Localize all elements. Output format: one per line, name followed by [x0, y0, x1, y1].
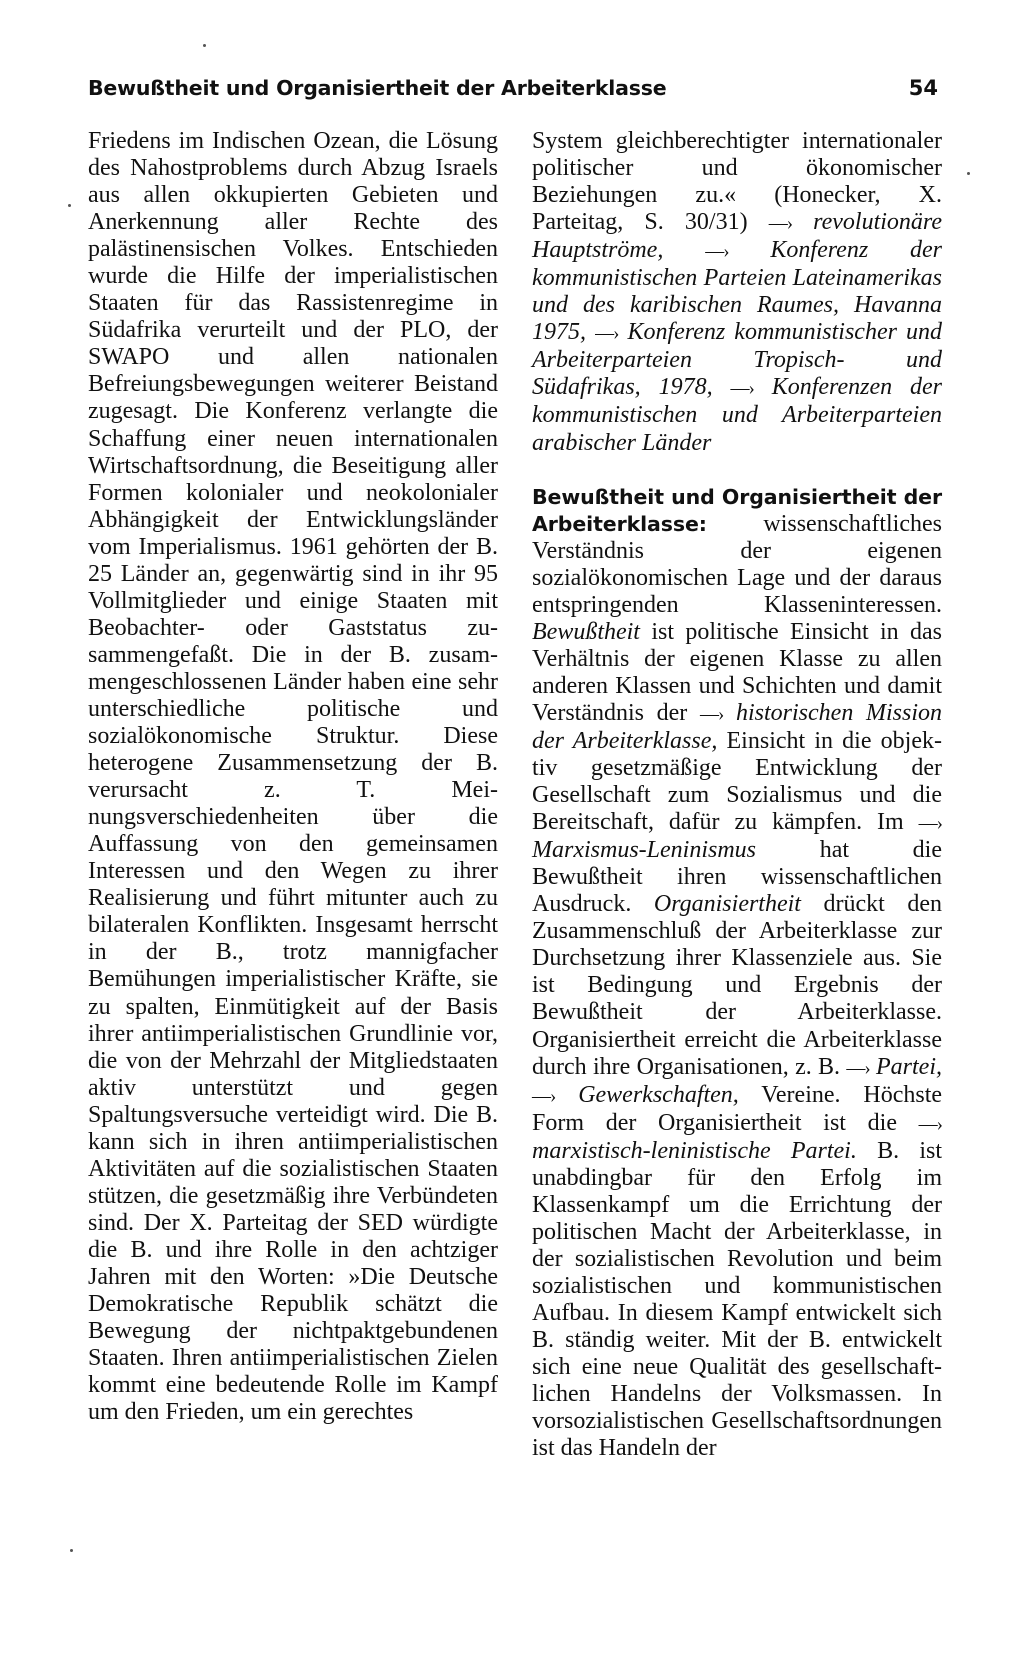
entry-text: B. ist unabdingbar für den Erfolg im Klassenkampf um die Errichtung der politischen Macht der Arbeiterklasse, in der sozialistischen Revolution und beim sozialistischen und kommunistischen Aufbau. In diesem Kampf entwickelt sich B. ständig weiter. Mit der B. entwickelt sich eine neue Qualität des gesellschaftlichen Handelns der Volksmassen. In vorsozialistischen Gesellschaftsordnungen ist das Handeln der — [532, 1137, 943, 1462]
cross-reference-arrow-icon: —› — [846, 1057, 870, 1079]
entry-continuation — [532, 128, 942, 457]
cross-reference: historischen Mission der Arbeiterklasse, — [532, 699, 942, 754]
cross-reference-arrow-icon: —› — [699, 703, 724, 725]
cross-reference: Gewerkschaften, — [578, 1081, 739, 1108]
entry-text: Einsicht in die objektiv gesetzmäßige Entwicklung der Gesellschaft zum Sozialismus und die Bereitschaft, dafür zu kämpfen. Im — [532, 727, 942, 836]
cross-reference-arrow-icon: —› — [532, 1085, 556, 1107]
cross-reference-arrow-icon: —› — [768, 213, 793, 235]
cross-reference-arrow-icon: —› — [595, 323, 619, 345]
cross-reference: marxistisch-leninistische Partei. — [532, 1137, 857, 1164]
cross-reference: Konferenz der kommunistischen Parteien Lateinamerikas und des karibischen Raumes, Havanna 1975, — [532, 237, 943, 346]
page-number: 54 — [908, 76, 938, 100]
cross-reference-arrow-icon: —› — [730, 378, 754, 400]
right-column — [532, 128, 942, 1462]
entry-text: hat die Bewußtheit ihren wissenschaftlichen Ausdruck. — [532, 837, 942, 918]
cross-reference: Konferenzen der kommunistischen und Arbeiterparteien arabischer Länder — [532, 374, 943, 456]
scan-speck — [203, 44, 206, 47]
entry-headword: Bewußtheit und Organisiertheit der Arbeiterklasse: — [532, 484, 942, 536]
emphasis-term: Bewußtheit — [532, 618, 640, 645]
cross-reference: Partei, — [876, 1053, 942, 1080]
cross-reference-arrow-icon: —› — [918, 1113, 942, 1135]
paragraph-continuation: Friedens im Indischen Ozean, die Lösung des Nahostproblems durch Abzug Israels aus allen okkupierten Gebieten und Anerkennung aller Rechte des palästinensischen Volkes. Entschieden wurde die Hilfe der imperialistischen Staaten für das Rassistenregime in Südafrika verurteilt und der PLO, der SWAPO und allen nationalen Befreiungsbewegungen weiterer Beistand zugesagt. Die Konferenz verlangte die Schaffung einer neuen internationalen Wirtschaftsordnung, die Beseitigung aller Formen kolonialer und neokolonialer Abhängigkeit der Entwicklungsländer vom Imperialismus. 1961 gehörten der B. 25 Länder an, gegenwärtig sind in ihr 95 Vollmitglieder und einige Staaten mit Beobachter- oder Gaststatus zusammengefaßt. Die in der B. zusammengeschlossenen Länder haben eine sehr unterschiedliche politische und sozialökonomische Struktur. Diese heterogene Zusammensetzung der B. verursacht z. T. Meinungsverschiedenheiten über die Auffassung von den gemeinsamen Interessen und den Wegen zu ihrer Realisierung und führt mitunter auch zu bilateralen Konflikten. Insgesamt herrscht in der B., trotz mannigfacher Bemühungen imperialistischer Kräfte, sie zu spalten, Einmütigkeit auf der Basis ihrer antiimperialistischen Grundlinie vor, die von der Mehrzahl der Mitgliedstaaten aktiv unterstützt und gegen Spaltungsversuche verteidigt wird. Die B. kann sich in ihren antiimperialistischen Aktivitäten auf die sozialistischen Staaten stützen, die gesetzmäßig ihre Verbündeten sind. Der X. Parteitag der SED würdigte die B. und ihre Rolle in den achtziger Jahren mit den Worten: »Die Deutsche Demokratische Republik schätzt die Bewegung der nichtpaktgebundenen Staaten. Ihren antiimperialistischen Zielen kommt eine bedeutende Rolle im Kampf um den Frieden, um ein gerechtes — [88, 128, 498, 1426]
entry-text: Vereine. Höchste Form der Organisiertheit ist die — [532, 1081, 943, 1136]
cross-reference: revolutionäre Hauptströme, — [532, 209, 942, 264]
cross-reference-arrow-icon: —› — [918, 813, 942, 835]
left-column — [88, 128, 498, 1426]
emphasis-term: Organisiertheit — [653, 891, 801, 918]
cross-reference-arrow-icon: —› — [705, 241, 729, 263]
running-head: Bewußtheit und Organisiertheit der Arbeiterklasse — [88, 76, 667, 100]
scan-speck — [967, 172, 970, 175]
entry-text: wissenschaftliches Verständnis der eigenen sozialökonomischen Lage und der daraus entspringenden Klasseninteressen. — [532, 510, 942, 618]
dictionary-entry — [532, 484, 942, 1463]
entry-text: drückt den Zusammenschluß der Arbeiterklasse zur Durchsetzung ihrer Klassenziele aus. Sie ist Bedingung und Ergebnis der Bewußtheit der Arbeiterklasse. Organisiertheit erreicht die Arbeiterklasse durch ihre Organisationen, z. B. — [532, 891, 942, 1080]
entry-text: ist politische Einsicht in das Verhältnis der eigenen Klasse zu allen anderen Klassen und Schichten und damit Verständnis der — [532, 618, 942, 726]
scan-speck — [68, 204, 71, 207]
page-header — [88, 76, 938, 112]
entry-text: System gleichberechtigter internationaler politischer und ökonomischer Beziehungen zu.« (Honecker, X. Parteitag, S. 30/31) — [532, 128, 942, 236]
scan-speck — [70, 1549, 73, 1552]
cross-reference: Marxismus-Leninismus — [532, 837, 757, 864]
cross-reference: Konferenz kommunistischer und Arbeiterparteien Tropisch- und Südafrikas, 1978, — [532, 319, 942, 401]
